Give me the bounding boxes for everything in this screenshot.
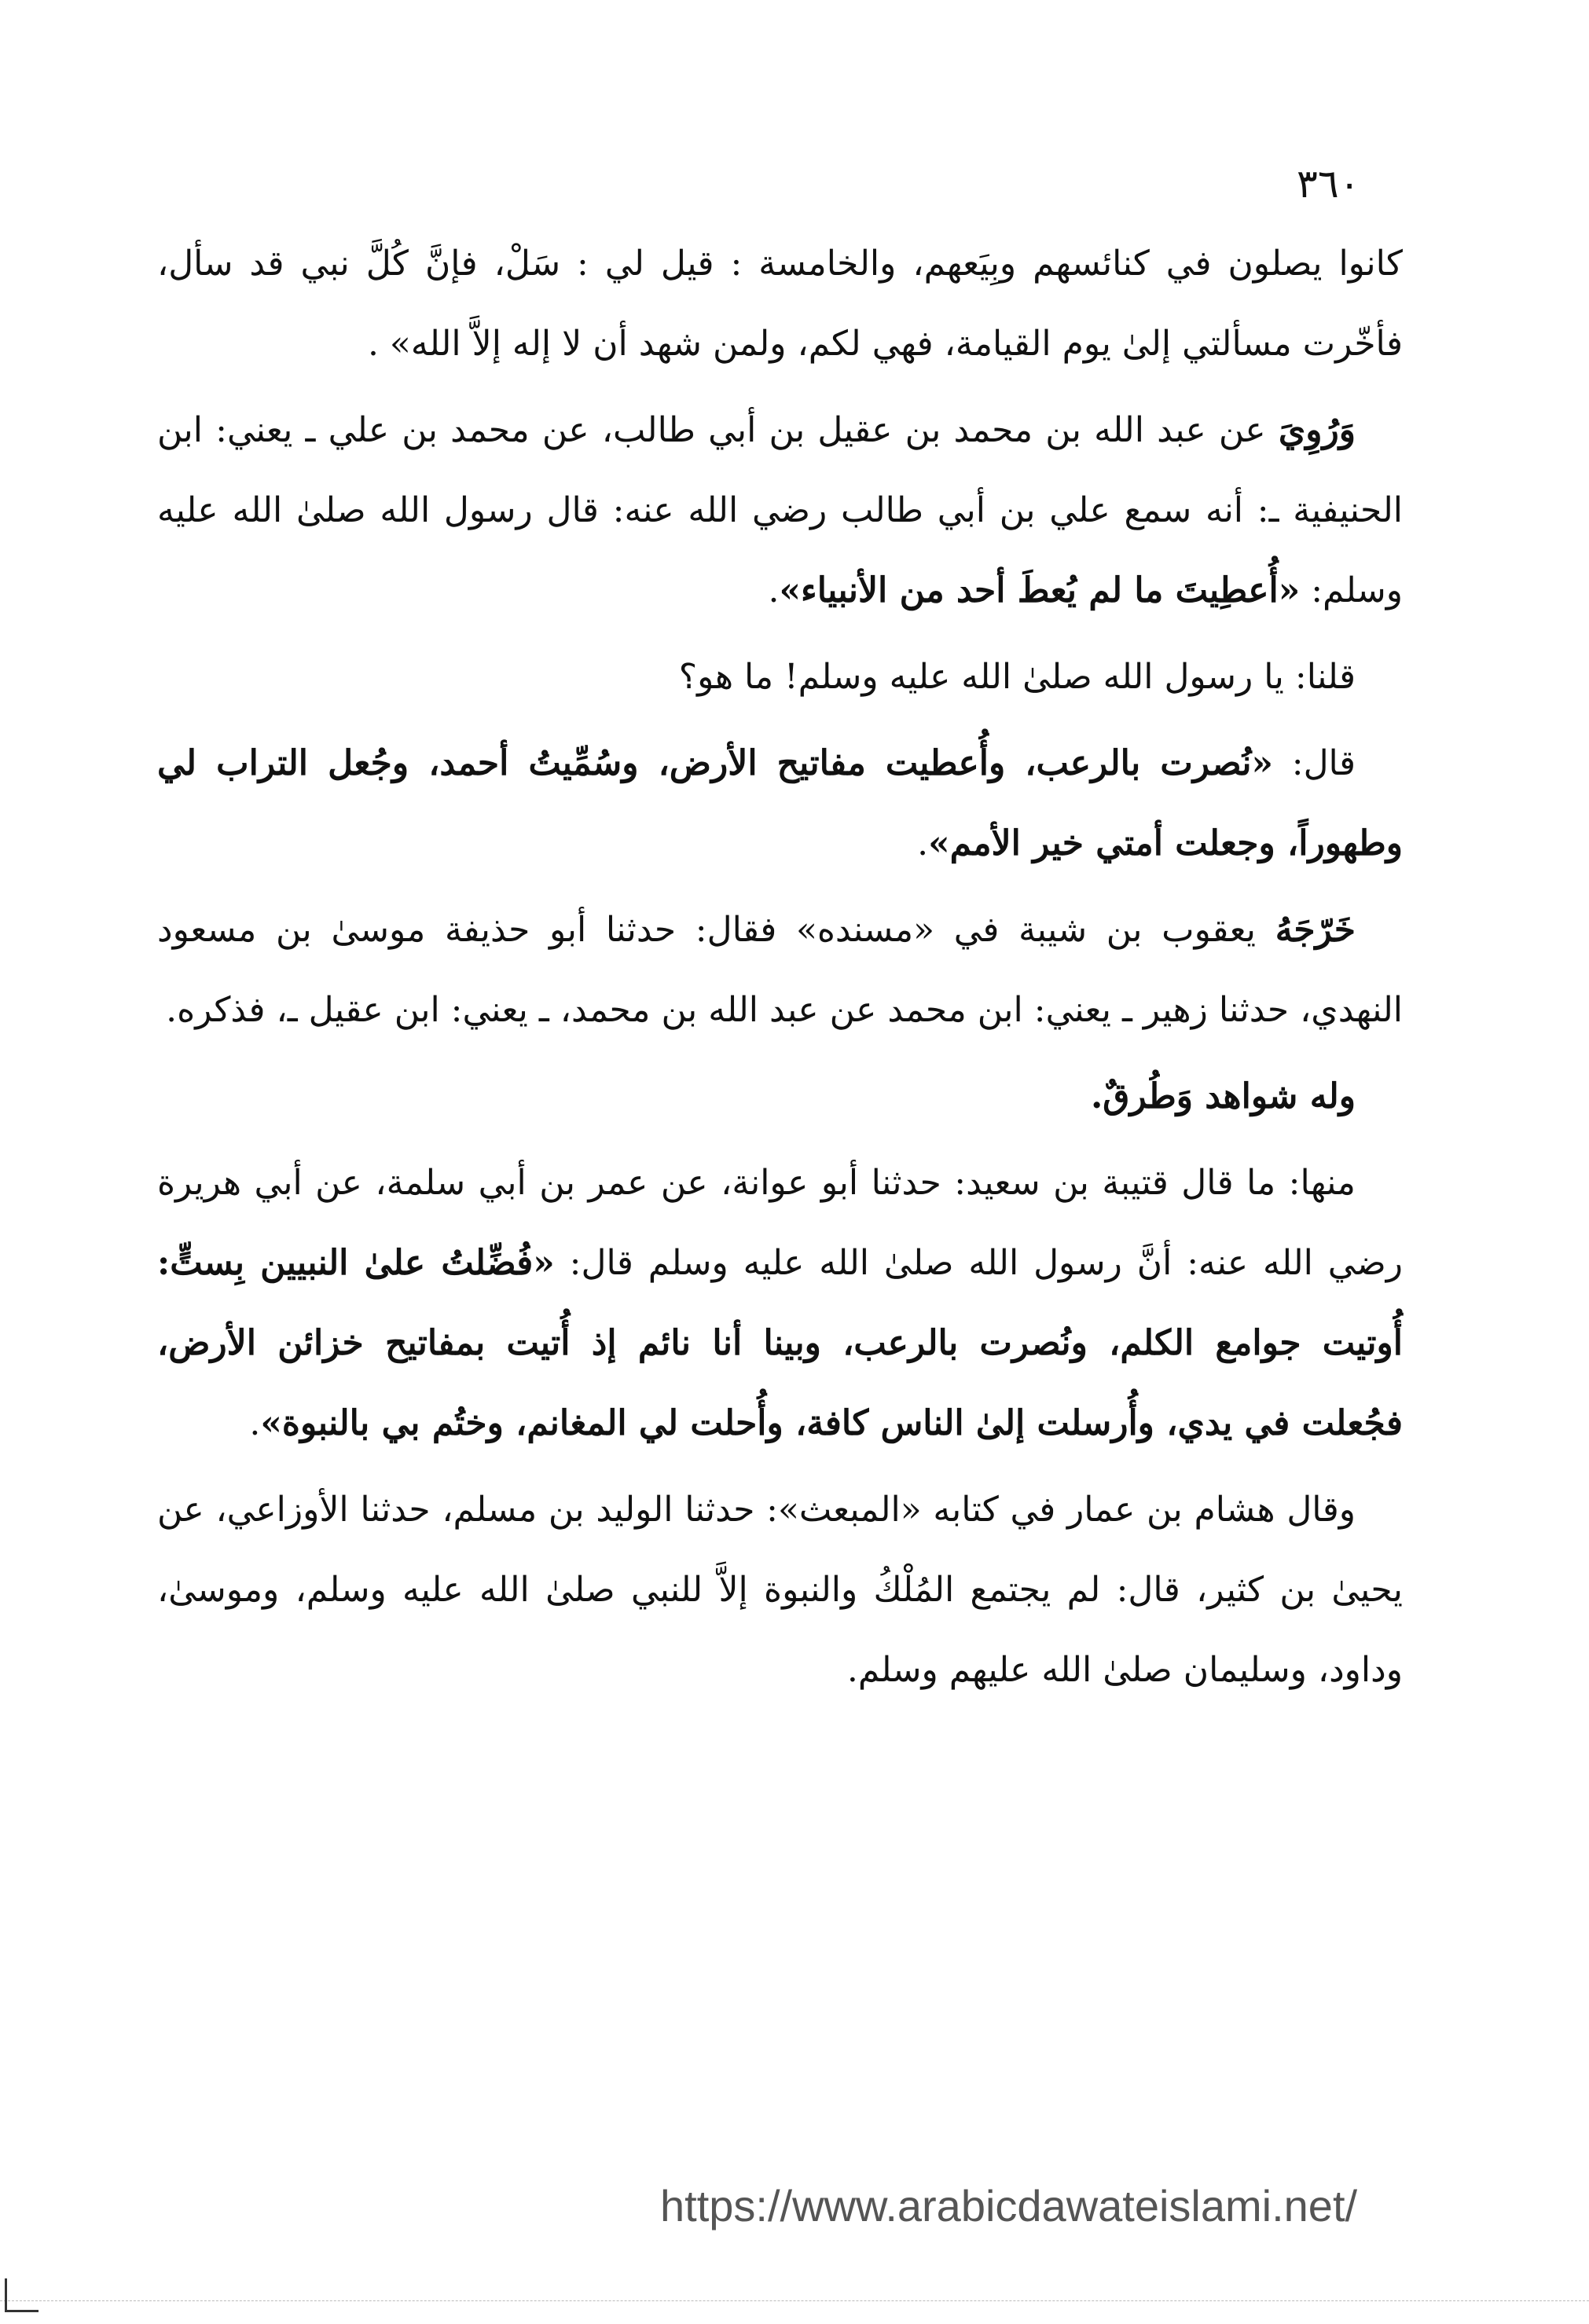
paragraph-2-lead: وَرُوِيَ [1278,410,1356,450]
paragraph-2-text: عن عبد الله بن محمد بن عقيل بن أبي طالب، عن محمد بن علي ـ يعني: ابن الحنيفية ـ: أنه سمع علي بن أبي طالب رضي الله عنه: قال رسول الله صلىٰ الله عليه وسلم: [157,410,1403,610]
paragraph-3-text: قلنا: يا رسول الله صلىٰ الله عليه وسلم! ما هو؟ [678,657,1356,697]
paragraph-4 [157,724,1403,884]
paragraph-5 [157,890,1403,1050]
paragraph-5-text: يعقوب بن شيبة في «مسنده» فقال: حدثنا أبو حذيفة موسىٰ بن مسعود النهدي، حدثنا زهير ـ يعني: ابن محمد عن عبد الله بن محمد، ـ يعني: ابن عقيل ـ، فذكره. [157,910,1403,1030]
paragraph-3 [157,637,1403,717]
document-body [157,224,1403,1717]
watermark-url: https://www.arabicdawateislami.net/ [660,2181,1358,2231]
paragraph-2-tail: . [768,570,780,610]
paragraph-1-text: كانوا يصلون في كنائسهم وبِيَعهم، والخامسة : قيل لي : سَلْ، فإنَّ كُلَّ نبي قد سأل، فأخّرت مسألتي إلىٰ يوم القيامة، فهي لكم، ولمن شهد أن لا إله إلاَّ الله» . [157,244,1403,364]
paragraph-8-text: وقال هشام بن عمار في كتابه «المبعث»: حدثنا الوليد بن مسلم، حدثنا الأوزاعي، عن يحيىٰ بن كثير، قال: لم يجتمع المُلْكُ والنبوة إلاَّ للنبي صلىٰ الله عليه وسلم، وموسىٰ، وداود، وسليمان صلىٰ الله عليهم وسلم. [157,1490,1403,1690]
paragraph-6-text: وله شواهد وَطُرقٌ. [1090,1076,1356,1116]
paragraph-4-hadith-quote: «نُصرت بالرعب، وأُعطيت مفاتيح الأرض، وسُمِّيتُ أحمد، وجُعل التراب لي وطهوراً، وجعلت أمتي خير الأمم» [157,743,1403,863]
paragraph-2 [157,390,1403,631]
paragraph-2-hadith-quote: «أُعطِيتَ ما لم يُعطَ أحد من الأنبياء» [779,570,1301,610]
paragraph-7 [157,1143,1403,1464]
paragraph-7-text: منها: ما قال قتيبة بن سعيد: حدثنا أبو عوانة، عن عمر بن أبي سلمة، عن أبي هريرة رضي الله عنه: أنَّ رسول الله صلىٰ الله عليه وسلم قال: [157,1163,1403,1283]
paragraph-1 [157,224,1403,384]
paragraph-7-tail: . [249,1403,261,1443]
paragraph-4-tail: . [917,823,929,863]
paragraph-6 [157,1057,1403,1137]
scan-corner-mark [5,2278,39,2312]
paragraph-8 [157,1470,1403,1710]
paragraph-4-text: قال: [1273,743,1356,783]
paragraph-5-lead: خَرّجَهُ [1275,910,1356,950]
paragraph-7-hadith-quote: «فُضِّلتُ علىٰ النبيين بِستٍّ: أُوتيت جوامع الكلم، ونُصرت بالرعب، وبينا أنا نائم إذ أُتيت بمفاتيح خزائن الأرض، فجُعلت في يدي، وأُرسلت إلىٰ الناس كافة، وأُحلت لي المغانم، وختُم بي بالنبوة» [157,1243,1403,1443]
page-number: ٣٦٠ [1297,161,1360,207]
scan-bottom-edge [0,2300,1589,2301]
